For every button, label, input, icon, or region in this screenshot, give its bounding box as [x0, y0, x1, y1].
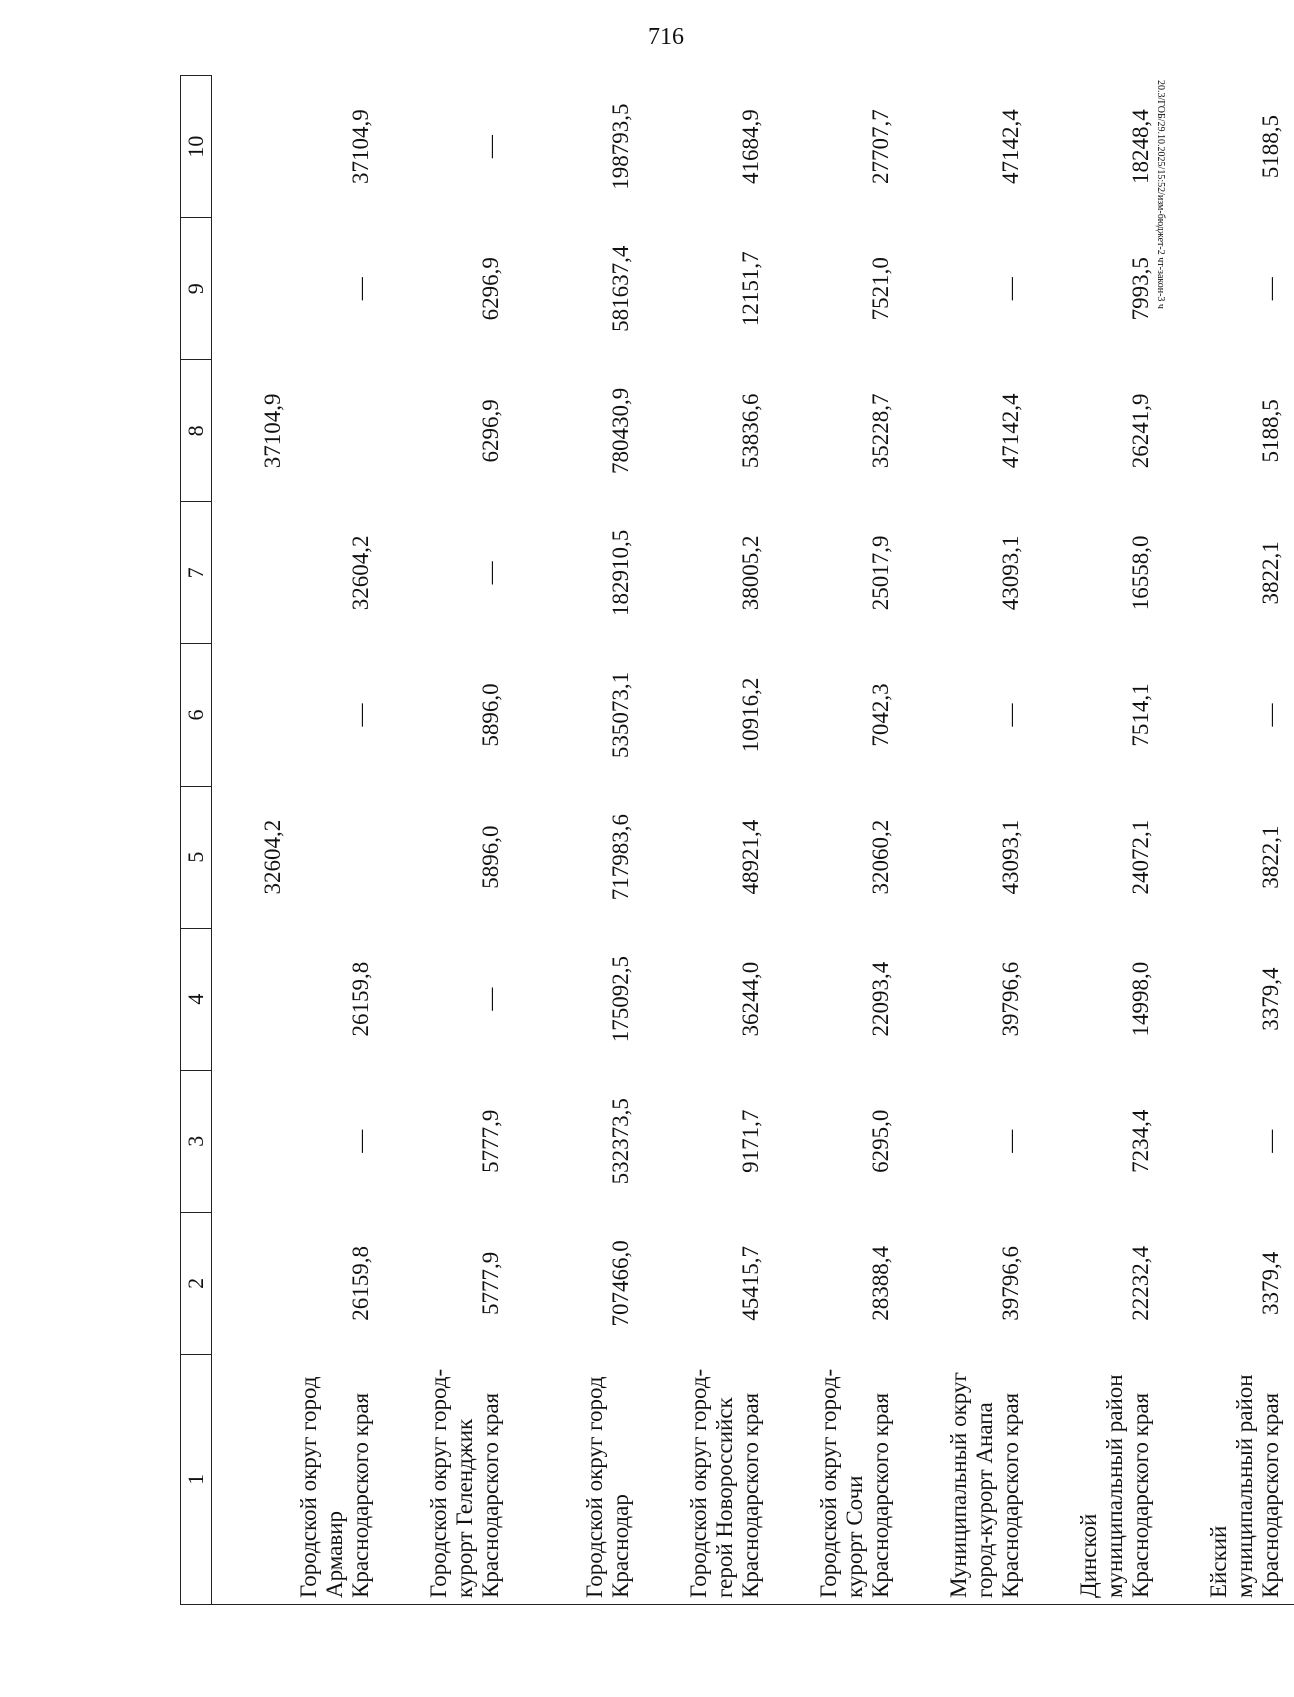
value-cell: — — [478, 987, 503, 1011]
value-cell: 198793,5 — [608, 103, 633, 190]
table-row — [904, 76, 1034, 1605]
column-header: 5 — [181, 786, 212, 928]
value-cell: 6296,9 — [478, 257, 503, 321]
value-cell: 5896,0 — [478, 825, 503, 889]
municipality-name: Динской муниципальный район Краснодарского края — [1034, 1354, 1164, 1604]
value-cell: 45415,7 — [738, 1245, 763, 1321]
value-cell: 5896,0 — [478, 683, 503, 747]
value-cell: — — [1258, 1129, 1283, 1153]
value-cell: 3379,4 — [1258, 1251, 1283, 1315]
table-row — [1164, 76, 1294, 1605]
column-header: 10 — [181, 76, 212, 218]
value-cell: — — [998, 703, 1023, 727]
value-cell: 32604,2 — [348, 535, 373, 611]
value-cell: 36244,0 — [738, 961, 763, 1037]
value-cell: 35228,7 — [868, 393, 893, 469]
value-cell: 717983,6 — [608, 813, 633, 901]
municipality-name: Городской округ город-курорт Сочи Краснодарского края — [774, 1354, 904, 1604]
document-footer-code: 20.3/ГОБ/29.10.2025/15:52/изм-бюджет-2 чт-закон-3 ч — [1155, 80, 1166, 309]
table-row — [1034, 76, 1164, 1605]
value-cell: 47142,4 — [998, 109, 1023, 184]
table-header-row — [181, 76, 212, 1605]
column-header: 6 — [181, 644, 212, 786]
value-cell: 3822,1 — [1258, 825, 1283, 889]
value-cell: — — [1258, 277, 1283, 301]
value-cell: 43093,1 — [998, 819, 1023, 895]
value-cell: 37104,9 — [260, 393, 285, 469]
value-cell: 47142,4 — [998, 393, 1023, 469]
value-cell: 39796,6 — [998, 961, 1023, 1037]
value-cell: 175092,5 — [608, 956, 633, 1043]
column-header: 9 — [181, 218, 212, 360]
value-cell: 26159,8 — [348, 1245, 373, 1321]
value-cell: — — [348, 703, 373, 727]
page-number: 716 — [648, 24, 684, 50]
table-row — [644, 76, 774, 1605]
table-row — [384, 76, 514, 1605]
municipality-name: Городской округ город-герой Новороссийск Краснодарского края — [644, 1354, 774, 1604]
value-cell: 24072,1 — [1128, 819, 1153, 895]
column-header: 4 — [181, 928, 212, 1070]
value-cell: 26159,8 — [348, 961, 373, 1037]
value-cell: 16558,0 — [1128, 535, 1153, 611]
value-cell: — — [348, 1129, 373, 1153]
municipality-name: Городской округ город-курорт Геленджик Краснодарского края — [384, 1354, 514, 1604]
column-header: 3 — [181, 1070, 212, 1212]
value-cell: 9171,7 — [738, 1109, 763, 1173]
value-cell: 780430,9 — [608, 387, 633, 474]
value-cell: 7514,1 — [1128, 683, 1153, 747]
value-cell: 28388,4 — [868, 1245, 893, 1321]
value-cell: — — [478, 561, 503, 585]
value-cell: 7521,0 — [868, 257, 893, 321]
value-cell: 581637,4 — [608, 245, 633, 332]
value-cell: 32060,2 — [868, 819, 893, 895]
value-cell: 10916,2 — [738, 677, 763, 753]
value-cell: 3822,1 — [1258, 541, 1283, 605]
value-cell: 32604,2 — [260, 819, 285, 895]
value-cell: 41684,9 — [738, 109, 763, 184]
value-cell: 7042,3 — [868, 683, 893, 747]
column-header: 2 — [181, 1212, 212, 1354]
value-cell: 182910,5 — [608, 529, 633, 617]
value-cell: 12151,7 — [738, 251, 763, 327]
value-cell: 7234,4 — [1128, 1109, 1153, 1173]
table-row — [774, 76, 904, 1605]
value-cell: — — [998, 277, 1023, 301]
value-cell: 25017,9 — [868, 535, 893, 611]
municipality-name: Ейский муниципальный район Краснодарского края — [1164, 1354, 1294, 1604]
value-cell: 38005,2 — [738, 535, 763, 611]
municipality-name: Городской округ город Краснодар — [514, 1354, 644, 1604]
value-cell: 5188,5 — [1258, 114, 1283, 179]
value-cell: 37104,9 — [348, 109, 373, 184]
municipality-name: Городской округ город Армавир Краснодарского края — [212, 1354, 385, 1604]
value-cell: 535073,1 — [608, 671, 633, 759]
value-cell: 707466,0 — [608, 1240, 633, 1327]
value-cell: 6295,0 — [868, 1109, 893, 1173]
value-cell: 18248,4 — [1128, 109, 1153, 184]
value-cell: 5188,5 — [1258, 399, 1283, 463]
column-header: 1 — [181, 1354, 212, 1604]
table-row — [514, 76, 644, 1605]
value-cell: 48921,4 — [738, 819, 763, 895]
value-cell: 14998,0 — [1128, 961, 1153, 1037]
value-cell: — — [478, 135, 503, 159]
value-cell: 7993,5 — [1128, 257, 1153, 321]
municipality-name: Муниципальный округ город-курорт Анапа Краснодарского края — [904, 1354, 1034, 1604]
value-cell: 53836,6 — [738, 393, 763, 469]
value-cell: 6296,9 — [478, 399, 503, 463]
value-cell: — — [1258, 703, 1283, 727]
value-cell: — — [998, 1129, 1023, 1153]
budget-table — [180, 75, 1294, 1605]
value-cell: 26241,9 — [1128, 393, 1153, 469]
value-cell: 27707,7 — [868, 109, 893, 184]
value-cell: — — [348, 277, 373, 301]
value-cell: 43093,1 — [998, 535, 1023, 611]
value-cell: 532373,5 — [608, 1098, 633, 1185]
value-cell: 22232,4 — [1128, 1245, 1153, 1321]
column-header: 7 — [181, 502, 212, 644]
value-cell: 5777,9 — [478, 1109, 503, 1173]
value-cell: 5777,9 — [478, 1251, 503, 1315]
value-cell: 3379,4 — [1258, 967, 1283, 1031]
column-header: 8 — [181, 360, 212, 502]
table-row — [212, 76, 385, 1605]
value-cell: 22093,4 — [868, 961, 893, 1037]
value-cell: 39796,6 — [998, 1245, 1023, 1321]
